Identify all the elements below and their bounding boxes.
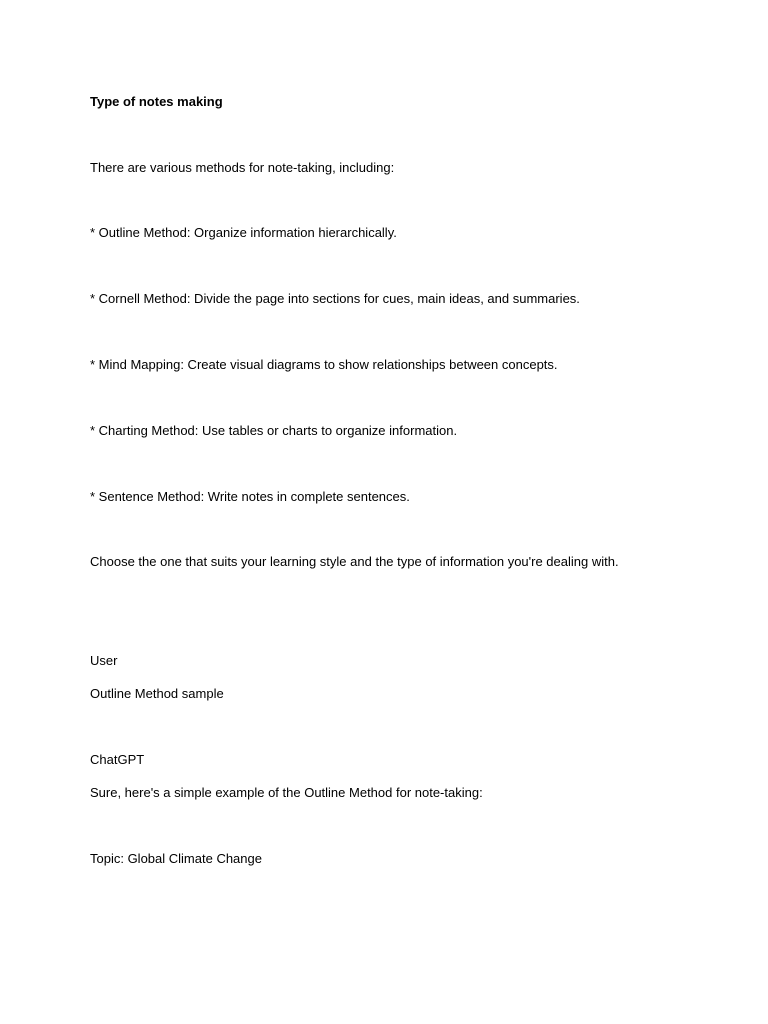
- method-charting: * Charting Method: Use tables or charts to organize information.: [90, 423, 458, 438]
- assistant-label: ChatGPT: [90, 752, 145, 767]
- method-sentence: * Sentence Method: Write notes in complete sentences.: [90, 489, 410, 504]
- method-outline: * Outline Method: Organize information hierarchically.: [90, 225, 397, 240]
- user-label: User: [90, 653, 118, 668]
- intro-text: There are various methods for note-taking, including:: [90, 160, 395, 175]
- page-title: Type of notes making: [90, 94, 223, 109]
- method-mind-mapping: * Mind Mapping: Create visual diagrams to show relationships between concepts.: [90, 357, 558, 372]
- conclusion-text: Choose the one that suits your learning style and the type of information you're dealing with.: [90, 554, 619, 569]
- user-message: Outline Method sample: [90, 686, 224, 701]
- assistant-message: Sure, here's a simple example of the Outline Method for note-taking:: [90, 785, 483, 800]
- topic-line: Topic: Global Climate Change: [90, 851, 262, 866]
- method-cornell: * Cornell Method: Divide the page into sections for cues, main ideas, and summaries.: [90, 291, 580, 306]
